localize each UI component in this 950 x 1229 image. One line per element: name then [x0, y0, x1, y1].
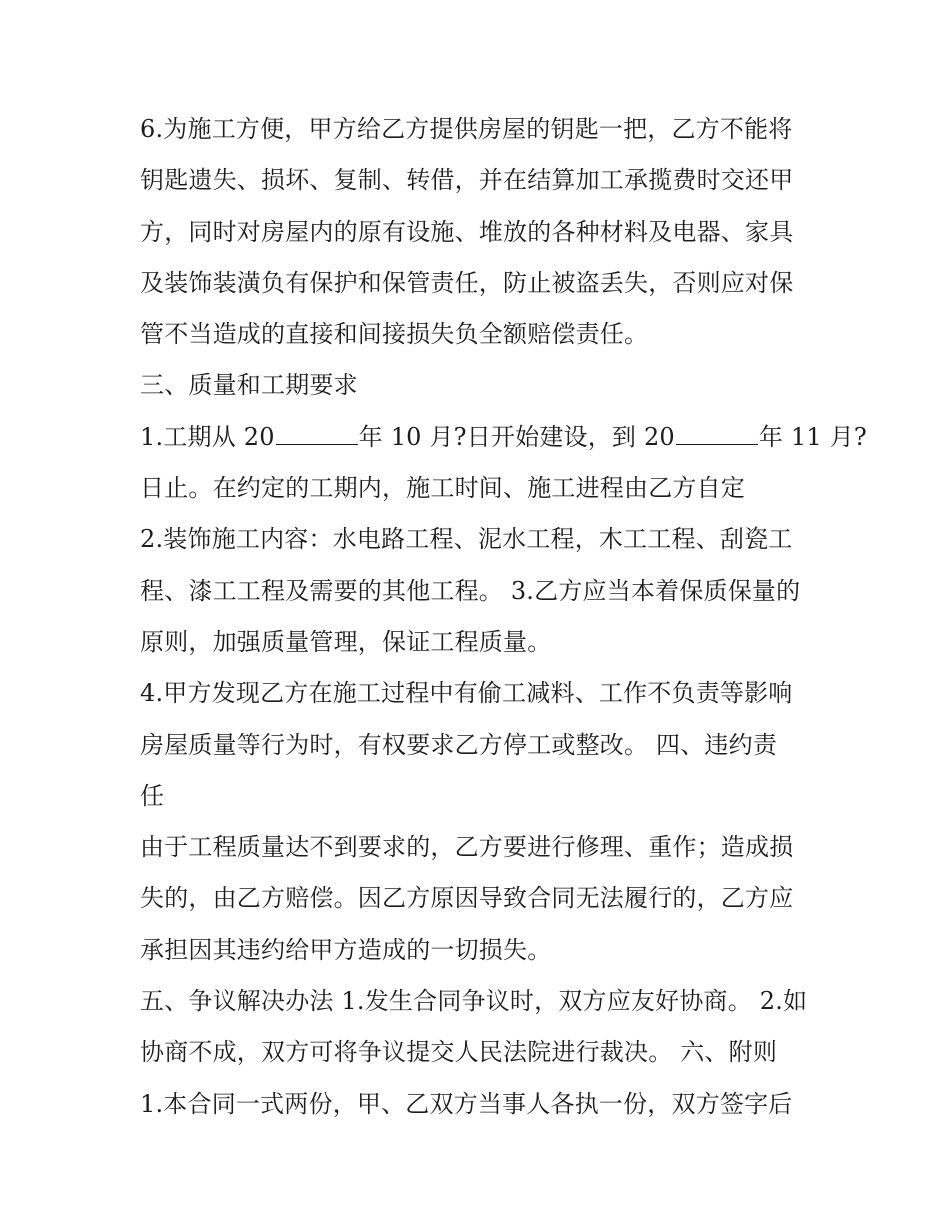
- section-heading: 三、质量和工期要求: [140, 371, 358, 400]
- text-line: 原则，加强质量管理，保证工程质量。: [140, 627, 552, 656]
- text-line: 4.甲方发现乙方在施工过程中有偷工减料、工作不负责等影响: [140, 679, 793, 708]
- text-fragment: 1.工期从 20: [140, 422, 275, 451]
- text-line: 任: [140, 781, 165, 810]
- text-line: 房屋质量等行为时，有权要求乙方停工或整改。 四、违约责: [140, 730, 778, 759]
- text-line-with-blanks: [140, 412, 867, 463]
- text-fragment: 年 11 月?: [758, 422, 867, 451]
- text-line: 程、漆工工程及需要的其他工程。 3.乙方应当本着保质保量的: [140, 576, 801, 605]
- text-line: 五、争议解决办法 1.发生合同争议时，双方应友好协商。 2.如: [140, 987, 808, 1016]
- text-fragment: 年 10 月?日开始建设，到 20: [358, 422, 675, 451]
- text-line: 管不当造成的直接和间接损失负全额赔偿责任。: [140, 320, 649, 349]
- text-line: 2.装饰施工内容：水电路工程、泥水工程，木工工程、刮瓷工: [140, 525, 793, 554]
- document-body: [140, 104, 867, 1130]
- text-line: 失的，由乙方赔偿。因乙方原因导致合同无法履行的，乙方应: [140, 884, 794, 913]
- text-line: 钥匙遗失、损坏、复制、转借，并在结算加工承揽费时交还甲: [140, 166, 794, 195]
- text-line: 方，同时对房屋内的原有设施、堆放的各种材料及电器、家具: [140, 217, 794, 246]
- text-line: 承担因其违约给甲方造成的一切损失。: [140, 935, 552, 964]
- text-line: 1.本合同一式两份，甲、乙双方当事人各执一份，双方签字后: [140, 1089, 793, 1118]
- text-line: 由于工程质量达不到要求的，乙方要进行修理、重作；造成损: [140, 833, 794, 862]
- text-line: 协商不成，双方可将争议提交人民法院进行裁决。 六、附则: [140, 1038, 778, 1067]
- text-line: 日止。在约定的工期内，施工时间、施工进程由乙方自定: [140, 474, 745, 503]
- text-line: 6.为施工方便，甲方给乙方提供房屋的钥匙一把，乙方不能将: [140, 115, 793, 143]
- text-line: 及装饰装潢负有保护和保管责任，防止被盗丢失，否则应对保: [140, 268, 794, 297]
- fill-in-blank: [676, 426, 758, 445]
- fill-in-blank: [276, 426, 358, 445]
